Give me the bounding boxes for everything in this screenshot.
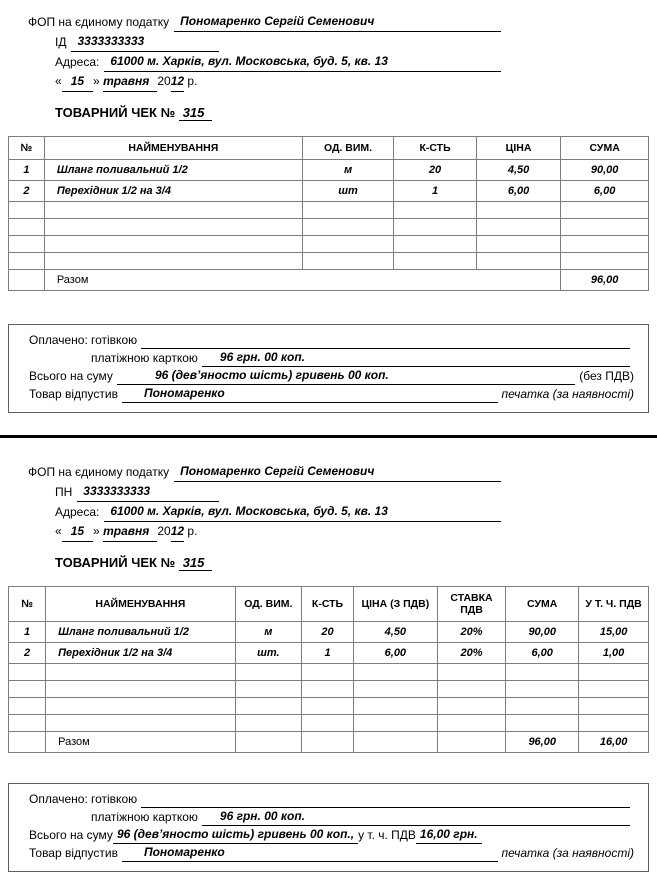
paid-cash-line xyxy=(29,791,634,808)
no-vat-note: (без ПДВ) xyxy=(579,369,634,383)
cell-name: Шланг поливальний 1/2 xyxy=(46,622,235,643)
date-year-value: 12 xyxy=(171,522,184,542)
receipt-title-text: ТОВАРНИЙ ЧЕК № xyxy=(55,555,176,570)
fop-line xyxy=(28,12,501,32)
total-row xyxy=(9,732,649,753)
card-amount-value: 96 грн. 00 коп. xyxy=(219,809,305,823)
cell-sum: 90,00 xyxy=(506,622,579,643)
cell-no: 2 xyxy=(9,181,45,202)
total-no-cell xyxy=(9,732,46,753)
total-no-cell xyxy=(9,270,45,291)
fop-name-field xyxy=(174,12,501,32)
cell-qty: 1 xyxy=(302,643,354,664)
table-row xyxy=(9,160,649,181)
stamp-note: печатка (за наявності) xyxy=(501,387,634,401)
cash-blank-field xyxy=(141,335,630,349)
address-label: Адреса: xyxy=(55,505,100,519)
date-day-value: 15 xyxy=(62,522,93,542)
issued-name-value: Пономаренко xyxy=(143,845,225,859)
quote-close: » xyxy=(93,524,100,538)
empty-table-row xyxy=(9,253,649,270)
column-header-sum: СУМА xyxy=(506,587,579,622)
receipt-title xyxy=(55,104,649,122)
incl-vat-label: у т. ч. ПДВ xyxy=(358,828,416,842)
goods-table-with-vat xyxy=(8,586,649,753)
fop-name-field xyxy=(174,462,501,482)
total-in-words-label: Всього на суму xyxy=(29,828,113,842)
total-in-words-value: 96 (дев’яносто шість) гривень 00 коп. xyxy=(154,368,389,382)
paid-card-line xyxy=(29,808,634,826)
cell-qty: 1 xyxy=(394,181,477,202)
paid-cash-line xyxy=(29,332,634,349)
fop-line xyxy=(28,462,501,482)
issued-line xyxy=(29,385,634,403)
total-sum-value: 96,00 xyxy=(506,732,579,753)
incl-vat-value: 16,00 грн. xyxy=(416,826,482,844)
address-field xyxy=(104,502,501,522)
issued-label: Товар відпустив xyxy=(29,387,118,401)
issued-name-field xyxy=(122,385,498,403)
card-amount-value: 96 грн. 00 коп. xyxy=(219,350,305,364)
receipt-header xyxy=(8,12,649,92)
cell-name: Перехідник 1/2 на 3/4 xyxy=(44,181,302,202)
date-month-value: травня xyxy=(103,522,157,542)
cash-label: готівкою xyxy=(91,333,138,347)
taxid-field xyxy=(71,32,219,52)
cell-vat: 1,00 xyxy=(579,643,649,664)
paid-card-line xyxy=(29,349,634,367)
goods-table-no-vat xyxy=(8,136,649,291)
card-label: платіжною карткою xyxy=(91,351,198,365)
cell-name: Шланг поливальний 1/2 xyxy=(44,160,302,181)
issued-name-field xyxy=(122,844,498,862)
cell-vat-rate: 20% xyxy=(437,622,505,643)
total-label: Разом xyxy=(44,270,560,291)
address-line xyxy=(55,502,501,522)
issued-name-value: Пономаренко xyxy=(143,386,225,400)
address-value: 61000 м. Харків, вул. Московська, буд. 5, кв. 13 xyxy=(110,54,388,68)
empty-table-row xyxy=(9,236,649,253)
empty-table-row xyxy=(9,681,649,698)
quote-open: « xyxy=(55,524,62,538)
column-header-qty: К-СТЬ xyxy=(302,587,354,622)
cell-name: Перехідник 1/2 на 3/4 xyxy=(46,643,235,664)
address-value: 61000 м. Харків, вул. Московська, буд. 5, кв. 13 xyxy=(110,504,388,518)
column-header-vat-amount: У Т. Ч. ПДВ xyxy=(579,587,649,622)
stamp-note: печатка (за наявності) xyxy=(501,846,634,860)
total-sum-value: 96,00 xyxy=(561,270,649,291)
taxid-value: 3333333333 xyxy=(77,34,145,48)
column-header-sum: СУМА xyxy=(561,137,649,160)
table-header-row xyxy=(9,137,649,160)
card-amount-field xyxy=(202,349,630,367)
issued-line xyxy=(29,844,634,862)
cell-no: 1 xyxy=(9,160,45,181)
date-month-value: травня xyxy=(103,72,157,92)
cell-sum: 6,00 xyxy=(561,181,649,202)
quote-close: » xyxy=(93,74,100,88)
fop-name-value: Пономаренко Сергій Семенович xyxy=(180,464,375,478)
payment-box-with-vat xyxy=(8,783,649,872)
receipt-with-vat xyxy=(0,438,657,872)
quote-open: « xyxy=(55,74,62,88)
column-header-unit: ОД. ВИМ. xyxy=(302,137,394,160)
check-number: 315 xyxy=(179,555,213,571)
fop-label: ФОП на єдиному податку xyxy=(28,15,170,29)
cell-no: 2 xyxy=(9,643,46,664)
column-header-qty: К-СТЬ xyxy=(394,137,477,160)
table-row xyxy=(9,622,649,643)
cash-blank-field xyxy=(141,794,630,808)
empty-table-row xyxy=(9,698,649,715)
total-in-words-line xyxy=(29,367,634,385)
total-in-words-label: Всього на суму xyxy=(29,369,113,383)
taxid-line xyxy=(55,32,219,52)
date-century: 20 xyxy=(157,524,171,538)
receipt-title-text: ТОВАРНИЙ ЧЕК № xyxy=(55,105,176,120)
total-in-words-field xyxy=(117,367,575,385)
column-header-vat-rate: СТАВКА ПДВ xyxy=(437,587,505,622)
taxid-value: 3333333333 xyxy=(83,484,151,498)
cell-qty: 20 xyxy=(302,622,354,643)
column-header-name: НАЙМЕНУВАННЯ xyxy=(46,587,235,622)
total-in-words-value: 96 (дев’яносто шість) гривень 00 коп., xyxy=(113,826,358,844)
cell-unit: шт xyxy=(302,181,394,202)
date-century: 20 xyxy=(157,74,171,88)
total-vat-value: 16,00 xyxy=(579,732,649,753)
empty-table-row xyxy=(9,219,649,236)
taxid-line xyxy=(55,482,219,502)
cell-vat-rate: 20% xyxy=(437,643,505,664)
cell-unit: м xyxy=(235,622,302,643)
taxid-label: ПН xyxy=(55,485,73,499)
total-label: Разом xyxy=(46,732,235,753)
column-header-unit: ОД. ВИМ. xyxy=(235,587,302,622)
date-suffix: р. xyxy=(187,524,198,538)
cell-no: 1 xyxy=(9,622,46,643)
date-suffix: р. xyxy=(187,74,198,88)
table-header-row xyxy=(9,587,649,622)
empty-table-row xyxy=(9,202,649,219)
total-in-words-line xyxy=(29,826,634,844)
column-header-no: № xyxy=(9,137,45,160)
column-header-price-vat: ЦІНА (З ПДВ) xyxy=(353,587,437,622)
column-header-no: № xyxy=(9,587,46,622)
cell-price: 6,00 xyxy=(353,643,437,664)
empty-table-row xyxy=(9,664,649,681)
total-row xyxy=(9,270,649,291)
issued-label: Товар відпустив xyxy=(29,846,118,860)
paid-label: Оплачено: xyxy=(29,333,88,347)
cell-unit: м xyxy=(302,160,394,181)
empty-table-row xyxy=(9,715,649,732)
fop-label: ФОП на єдиному податку xyxy=(28,465,170,479)
column-header-price: ЦІНА xyxy=(476,137,560,160)
taxid-field xyxy=(77,482,219,502)
receipt-header xyxy=(8,462,649,542)
card-label: платіжною карткою xyxy=(91,810,198,824)
address-field xyxy=(104,52,501,72)
address-line xyxy=(55,52,501,72)
column-header-name: НАЙМЕНУВАННЯ xyxy=(44,137,302,160)
date-line xyxy=(55,72,649,92)
cell-price: 4,50 xyxy=(353,622,437,643)
date-year-value: 12 xyxy=(171,72,184,92)
cell-qty: 20 xyxy=(394,160,477,181)
cell-vat: 15,00 xyxy=(579,622,649,643)
table-row xyxy=(9,181,649,202)
date-day-value: 15 xyxy=(62,72,93,92)
check-number: 315 xyxy=(179,105,213,121)
cell-price: 4,50 xyxy=(476,160,560,181)
date-line xyxy=(55,522,649,542)
receipt-title xyxy=(55,554,649,572)
cell-sum: 90,00 xyxy=(561,160,649,181)
taxid-label: ІД xyxy=(55,35,67,49)
card-amount-field xyxy=(202,808,630,826)
receipt-no-vat xyxy=(0,0,657,413)
payment-box-no-vat xyxy=(8,324,649,413)
cell-price: 6,00 xyxy=(476,181,560,202)
paid-label: Оплачено: xyxy=(29,792,88,806)
cash-label: готівкою xyxy=(91,792,138,806)
cell-sum: 6,00 xyxy=(506,643,579,664)
cell-unit: шт. xyxy=(235,643,302,664)
address-label: Адреса: xyxy=(55,55,100,69)
fop-name-value: Пономаренко Сергій Семенович xyxy=(180,14,375,28)
table-row xyxy=(9,643,649,664)
